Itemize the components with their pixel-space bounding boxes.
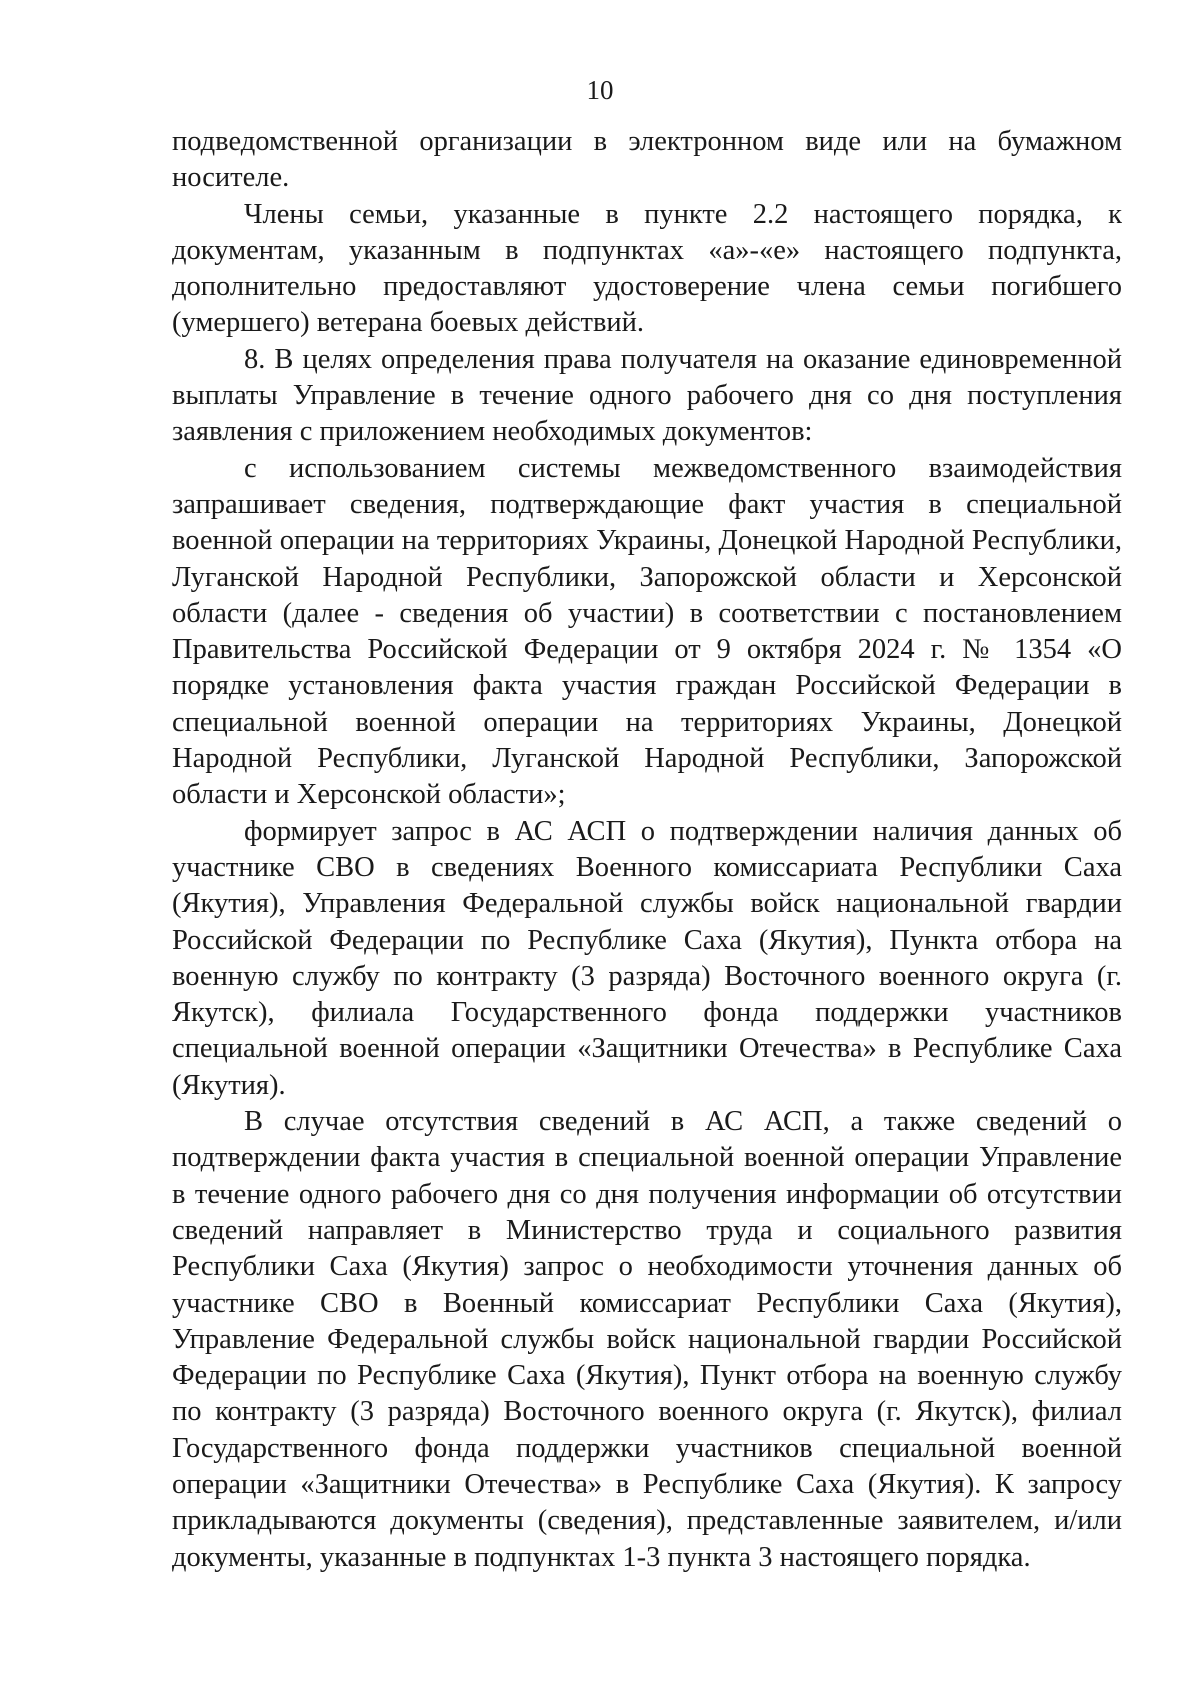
paragraph-absence-of-data: В случае отсутствия сведений в АС АСП, а также сведений о подтверждении факта участия в специальной военной операции Управление в течение одного рабочего дня со дня получения информации об отсутствии сведений направляет в Министерство труда и социального развития Республики Саха (Якутия) запрос о необходимости уточнения данных об участнике СВО в Военный комиссариат Республики Саха (Якутия), Управление Федеральной службы войск национальной гвардии Российской Федерации по Республике Саха (Якутия), Пункт отбора на военную службу по контракту (3 разряда) Восточного военного округа (г. Якутск), филиал Государственного фонда поддержки участников специальной военной операции «Защитники Отечества» в Республике Саха (Якутия). К запросу прикладываются документы (сведения), представленные заявителем, и/или документы, указанные в подпунктах 1-3 пункта 3 настоящего порядка. [172,1106,1122,1573]
paragraph-continuation: подведомственной организации в электронном виде или на бумажном носителе. [172,126,1122,194]
page-number: 10 [586,75,614,105]
paragraph-item-8: 8. В целях определения права получателя на оказание единовременной выплаты Управление в течение одного рабочего дня со дня поступления заявления с приложением необходимых документов: [172,343,1122,448]
document-body [172,124,1122,1576]
paragraph-family-members: Члены семьи, указанные в пункте 2.2 настоящего порядка, к документам, указанным в подпунктах «а»-«е» настоящего подпункта, дополнительно предоставляют удостоверение члена семьи погибшего (умершего) ветерана боевых действий. [172,198,1122,339]
paragraph-interagency-request: с использованием системы межведомственного взаимодействия запрашивает сведения, подтверждающие факт участия в специальной военной операции на территориях Украины, Донецкой Народной Республики, Луганской Народной Республики, Запорожской области и Херсонской области (далее - сведения об участии) в соответствии с постановлением Правительства Российской Федерации от 9 октября 2024 г. № 1354 «О порядке установления факта участия граждан Российской Федерации в специальной военной операции на территориях Украины, Донецкой Народной Республики, Луганской Народной Республики, Запорожской области и Херсонской области»; [172,452,1122,811]
paragraph-as-asp-request: формирует запрос в АС АСП о подтверждении наличия данных об участнике СВО в сведениях Военного комиссариата Республики Саха (Якутия), Управления Федеральной службы войск национальной гвардии Российской Федерации по Республике Саха (Якутия), Пункта отбора на военную службу по контракту (3 разряда) Восточного военного округа (г. Якутск), филиала Государственного фонда поддержки участников специальной военной операции «Защитники Отечества» в Республике Саха (Якутия). [172,815,1122,1101]
